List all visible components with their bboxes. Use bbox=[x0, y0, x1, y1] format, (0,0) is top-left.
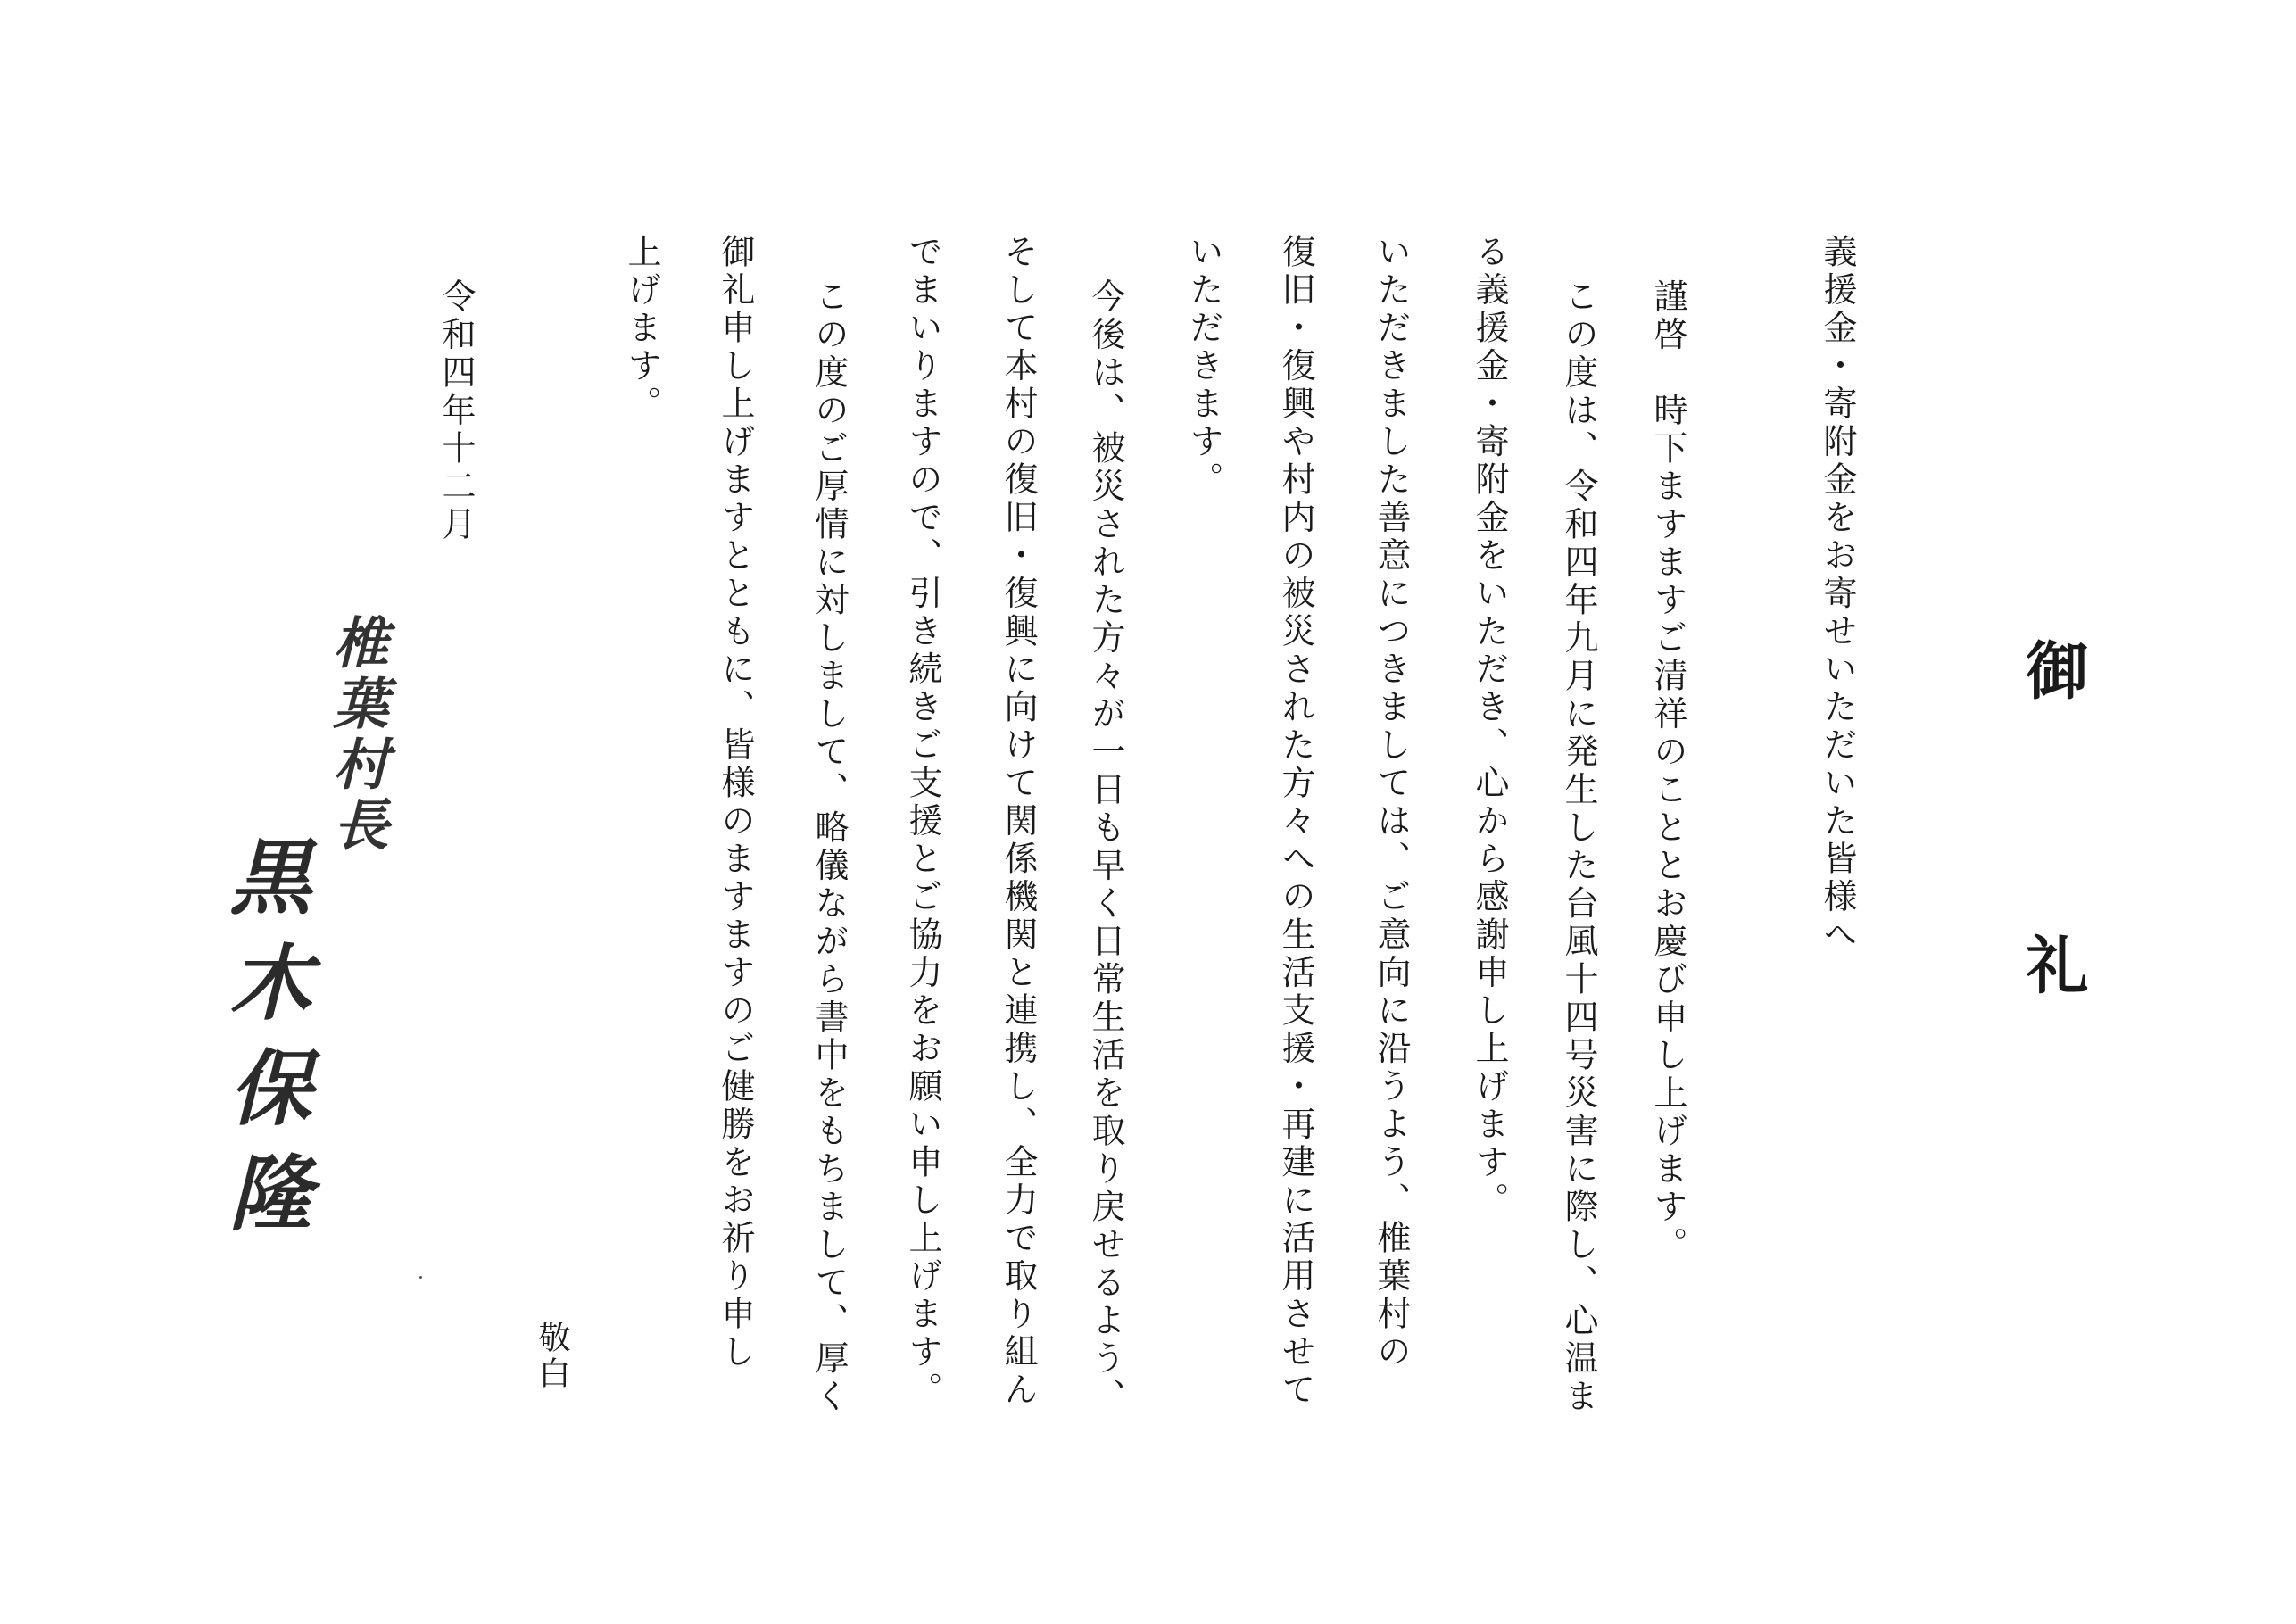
body-line-10: この度のご厚情に対しまして、略儀ながら書中をもちまして、厚く bbox=[809, 278, 849, 1416]
signature-name: 黒木保隆 bbox=[216, 834, 312, 1255]
ink-speck bbox=[419, 1276, 422, 1279]
body-line-2: この度は、令和四年九月に発生した台風十四号災害に際し、心温ま bbox=[1559, 278, 1598, 1416]
body-line-4: いただきました善意につきましては、ご意向に沿うよう、椎葉村の bbox=[1372, 234, 1411, 1371]
closing-keihaku: 敬白 bbox=[534, 1321, 570, 1392]
body-line-12: 上げます。 bbox=[622, 234, 661, 424]
body-line-3: る義援金・寄附金をいただき、心から感謝申し上げます。 bbox=[1470, 234, 1509, 1220]
body-line-11: 御礼申し上げますとともに、皆様のますますのご健勝をお祈り申し bbox=[716, 234, 755, 1371]
date-line: 令和四年十二月 bbox=[436, 278, 476, 544]
body-line-8: そして本村の復旧・復興に向けて関係機関と連携し、全力で取り組ん bbox=[999, 234, 1038, 1410]
title-char-1: 御 bbox=[2016, 638, 2090, 700]
recipient-line: 義援金・寄附金をお寄せいただいた皆様へ bbox=[1818, 234, 1857, 955]
signature-title: 椎葉村長 bbox=[324, 614, 389, 857]
body-line-1: 謹啓 時下ますますご清祥のこととお慶び申し上げます。 bbox=[1648, 278, 1687, 1264]
body-line-7: 今後は、被災された方々が一日も早く日常生活を取り戻せるよう、 bbox=[1086, 278, 1125, 1416]
title-char-2: 礼 bbox=[2016, 932, 2090, 995]
body-line-5: 復旧・復興や村内の被災された方々への生活支援・再建に活用させて bbox=[1276, 234, 1315, 1410]
body-line-9: でまいりますので、引き続きご支援とご協力をお願い申し上げます。 bbox=[903, 234, 942, 1410]
body-line-6: いただきます。 bbox=[1184, 234, 1223, 500]
